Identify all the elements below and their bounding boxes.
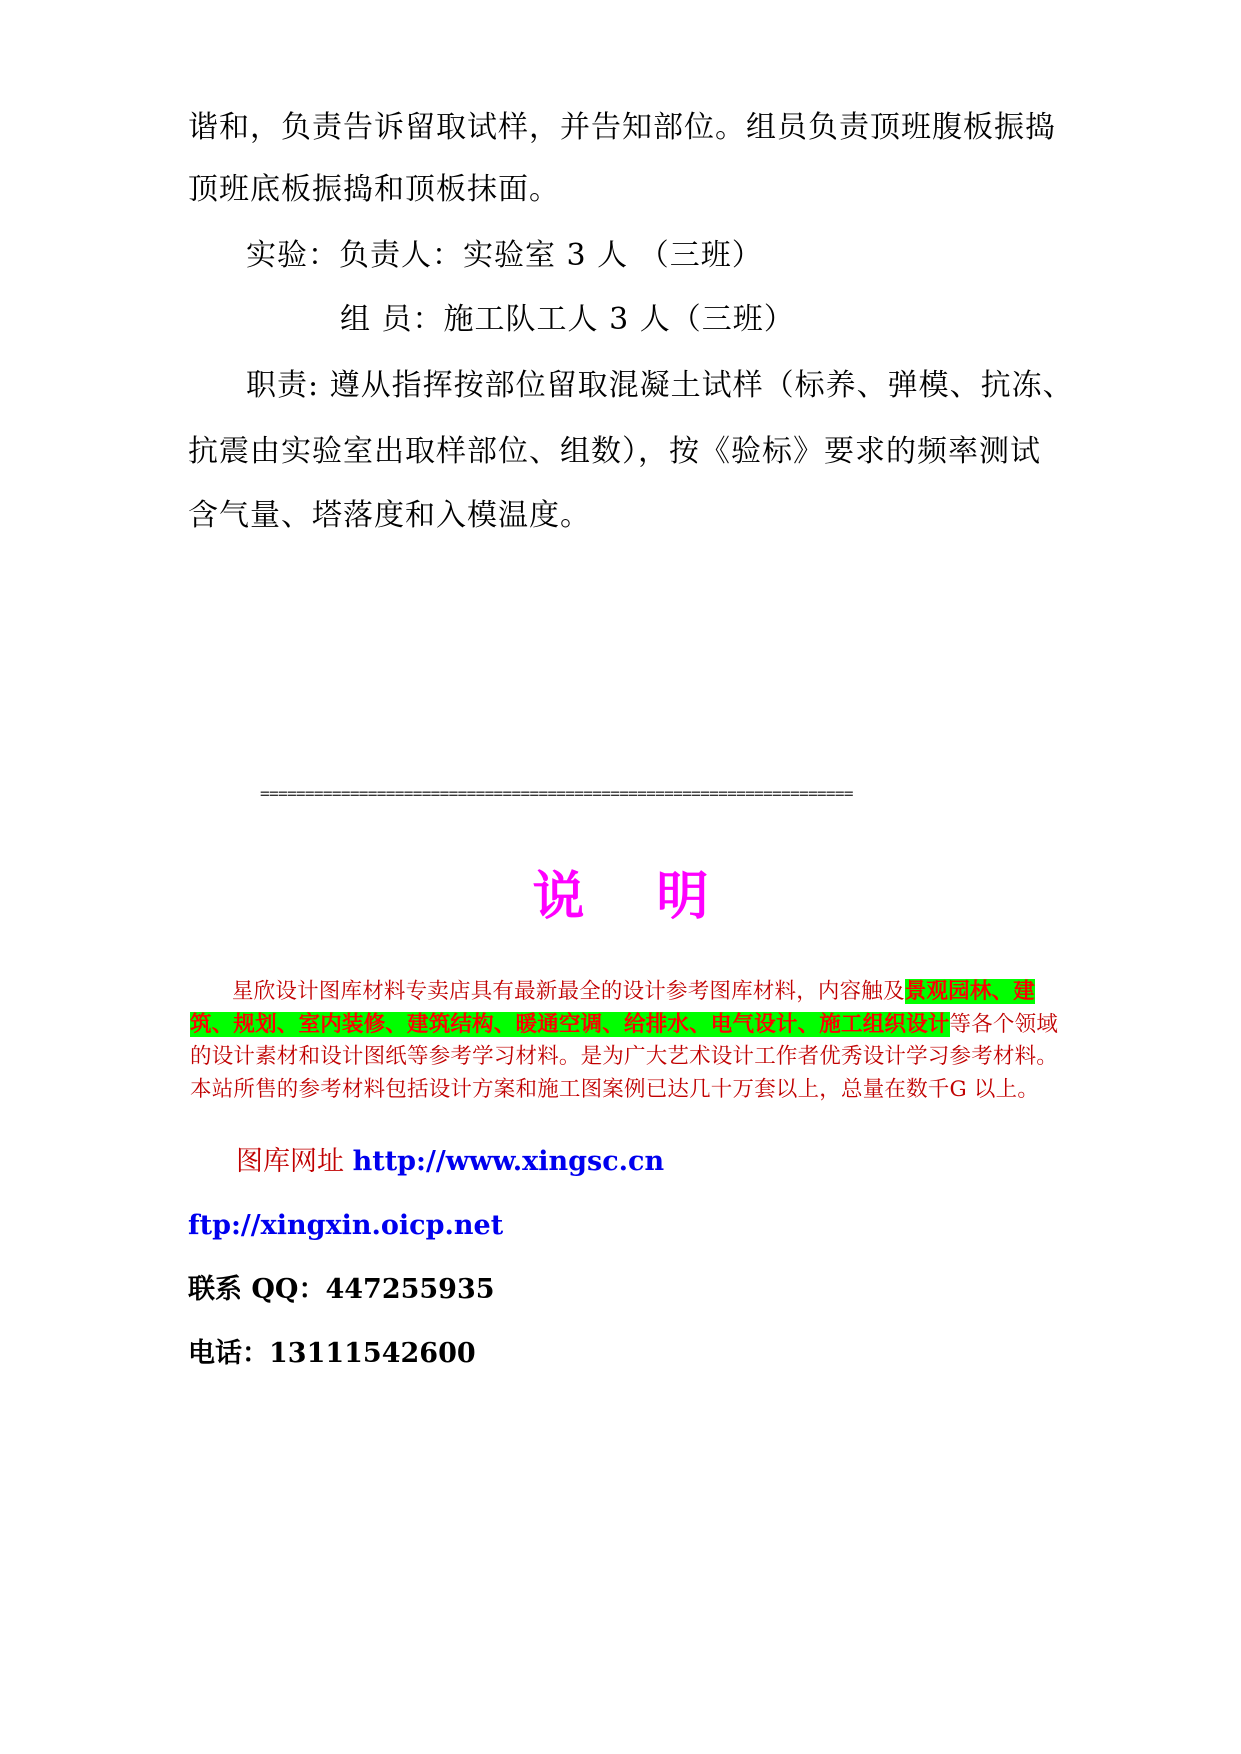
- separator-line: ==================================================================: [260, 784, 853, 803]
- body-line-1: 谐和，负责告诉留取试样，并告知部位。组员负责顶班腹板振捣: [188, 110, 1056, 145]
- body-line-4: 组 员：施工队工人 3 人（三班）: [340, 302, 795, 337]
- notice-title: [0, 862, 1241, 932]
- body-line-6: 抗震由实验室出取样部位、组数），按《验标》要求的频率测试: [188, 434, 1041, 469]
- qq-value: 447255935: [325, 1274, 495, 1305]
- notice-text-after: 等各个领域的设计素材和设计图纸等参考学习材料。是为广大艺术设计工作者优秀设计学习参考材料。本站所售的参考材料包括设计方案和施工图案例已达几十万套以上，总量在数千G 以上。: [190, 1011, 1059, 1102]
- notice-title-char-2: 明: [656, 867, 709, 927]
- notice-highlight: 景观园林、建筑、规划、室内装修、建筑结构、暖通空调、给排水、电气设计、施工组织设计: [190, 979, 1035, 1037]
- phone-row: [188, 1336, 476, 1372]
- site-label: 图库网址: [236, 1146, 344, 1177]
- qq-row: [188, 1272, 495, 1308]
- notice-text-before: 星欣设计图库材料专卖店具有最新最全的设计参考图库材料，内容触及: [232, 979, 905, 1004]
- body-line-3: 实验：负责人：实验室 3 人 （三班）: [246, 238, 763, 273]
- qq-label: 联系 QQ：: [188, 1274, 326, 1305]
- body-line-7: 含气量、塔落度和入模温度。: [188, 498, 591, 533]
- site-row: [236, 1144, 664, 1180]
- body-line-5: 职责: 遵从指挥按部位留取混凝土试样（标养、弹模、抗冻、: [246, 368, 1074, 403]
- body-line-2: 顶班底板振捣和顶板抹面。: [188, 172, 560, 207]
- ftp-row: [188, 1208, 503, 1244]
- site-link[interactable]: http://www.xingsc.cn: [352, 1146, 665, 1177]
- ftp-link[interactable]: ftp://xingxin.oicp.net: [188, 1210, 504, 1241]
- phone-value: 13111542600: [269, 1338, 476, 1369]
- phone-label: 电话：: [188, 1338, 269, 1369]
- notice-paragraph: [190, 976, 1060, 1106]
- notice-title-char-1: 说: [532, 867, 585, 927]
